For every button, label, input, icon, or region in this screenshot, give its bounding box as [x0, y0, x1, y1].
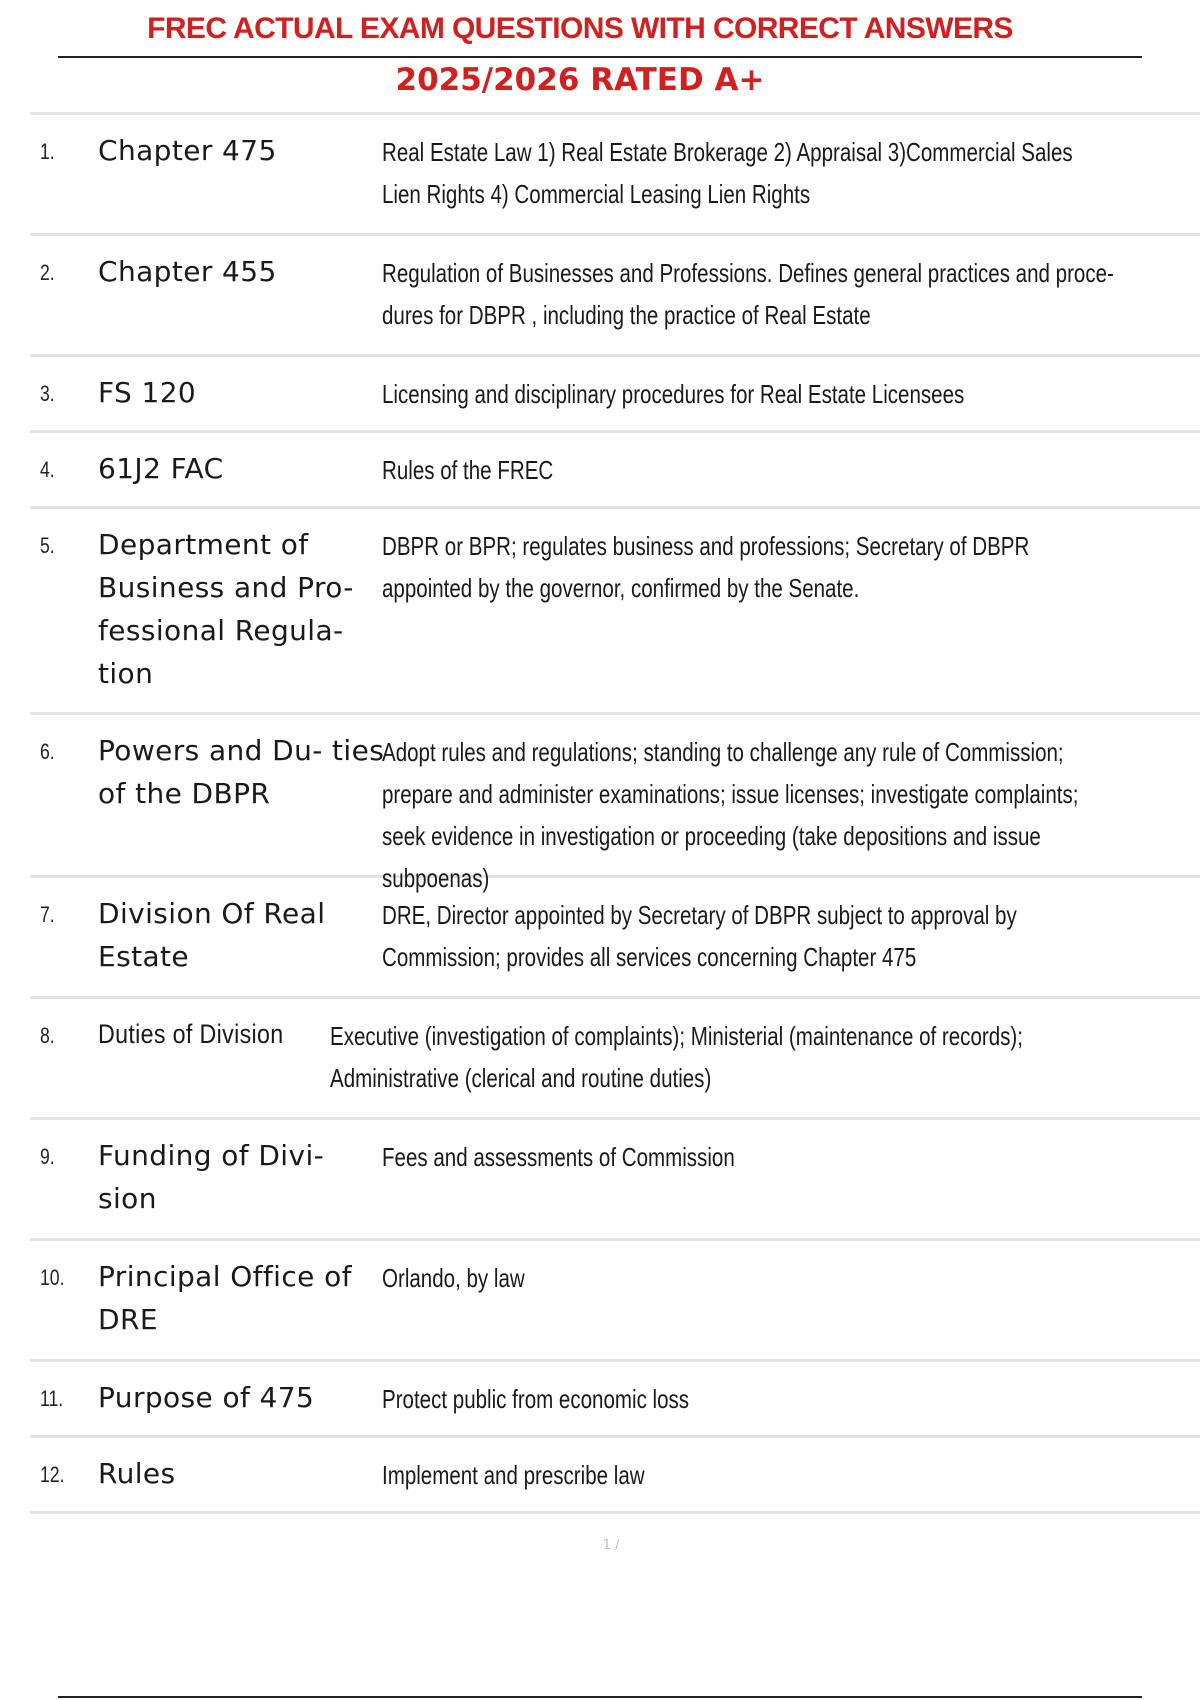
definition: DBPR or BPR; regulates business and professions; Secretary of DBPR appointed by the governor, confirmed by the Senate.	[382, 531, 1030, 603]
term: 61J2 FAC	[98, 452, 224, 485]
term: Rules	[98, 1457, 176, 1490]
item-number: 6.	[40, 739, 55, 764]
qa-table	[30, 112, 1200, 1514]
term: Purpose of 475	[98, 1381, 315, 1414]
item-number: 4.	[40, 457, 55, 482]
item-number: 9.	[40, 1144, 55, 1169]
definition-text: Executive (investigation of complaints); Ministerial (maintenance of records); Administrative (clerical and routine duties)	[330, 1021, 1023, 1093]
qa-row-9	[30, 1120, 1200, 1241]
definition: Licensing and disciplinary procedures for Real Estate Licensees	[382, 379, 965, 409]
definition: Fees and assessments of Commission	[382, 1142, 735, 1172]
term: Department of Business and Pro- fessional Regula- tion	[98, 528, 354, 690]
item-number: 12.	[40, 1462, 65, 1487]
qa-row-1	[30, 115, 1200, 236]
header-divider	[58, 56, 1142, 58]
item-number: 11.	[40, 1386, 64, 1411]
qa-row-8	[30, 999, 1200, 1120]
qa-row-4	[30, 433, 1200, 509]
footer-divider	[58, 1696, 1142, 1698]
term: Funding of Divi- sion	[98, 1139, 325, 1215]
qa-row-6	[30, 715, 1200, 893]
definition: Real Estate Law 1) Real Estate Brokerage 2) Appraisal 3)Commercial Sales Lien Rights 4) Commercial Leasing Lien Rights	[382, 137, 1073, 209]
document-title: FREC ACTUAL EXAM QUESTIONS WITH CORRECT ANSWERS	[147, 12, 1013, 45]
term: Division Of Real Estate	[98, 897, 326, 973]
definition: Implement and prescribe law	[382, 1460, 645, 1490]
qa-row-5	[30, 509, 1200, 715]
term: Chapter 475	[98, 134, 277, 167]
definition: Rules of the FREC	[382, 455, 554, 485]
item-number: 1.	[40, 139, 55, 164]
page-number: 1 /	[602, 1538, 620, 1553]
qa-row-10	[30, 1241, 1200, 1362]
definition: Orlando, by law	[382, 1263, 525, 1293]
item-number: 10.	[40, 1265, 65, 1290]
definition: DRE, Director appointed by Secretary of DBPR subject to approval by Commission; provides all services concerning Chapter 475	[382, 900, 1017, 972]
qa-row-11	[30, 1362, 1200, 1438]
item-number: 3.	[40, 381, 55, 406]
definition: Adopt rules and regulations; standing to challenge any rule of Commission; prepare and administer examinations; issue licenses; investigate complaints; seek evidence in investigation or proceeding (take depositions and issue subpoenas)	[382, 737, 1079, 893]
item-number: 7.	[40, 902, 55, 927]
definition: Regulation of Businesses and Professions. Defines general practices and proce- dures for DBPR , including the practice of Real Estate	[382, 258, 1114, 330]
term: Powers and Du- ties of the DBPR	[98, 734, 385, 810]
document-subtitle: 2025/2026 RATED A+	[395, 62, 765, 98]
qa-row-12	[30, 1438, 1200, 1514]
definition: Protect public from economic loss	[382, 1384, 690, 1414]
term: Principal Office of DRE	[98, 1260, 352, 1336]
definition	[330, 1015, 1120, 1099]
qa-row-2	[30, 236, 1200, 357]
term: Chapter 455	[98, 255, 277, 288]
term: Duties of Division	[98, 1019, 284, 1049]
qa-row-3	[30, 357, 1200, 433]
item-number: 2.	[40, 260, 55, 285]
item-number: 5.	[40, 533, 55, 558]
term: FS 120	[98, 376, 197, 409]
qa-row-7	[30, 878, 1200, 999]
item-number: 8.	[40, 1023, 55, 1048]
